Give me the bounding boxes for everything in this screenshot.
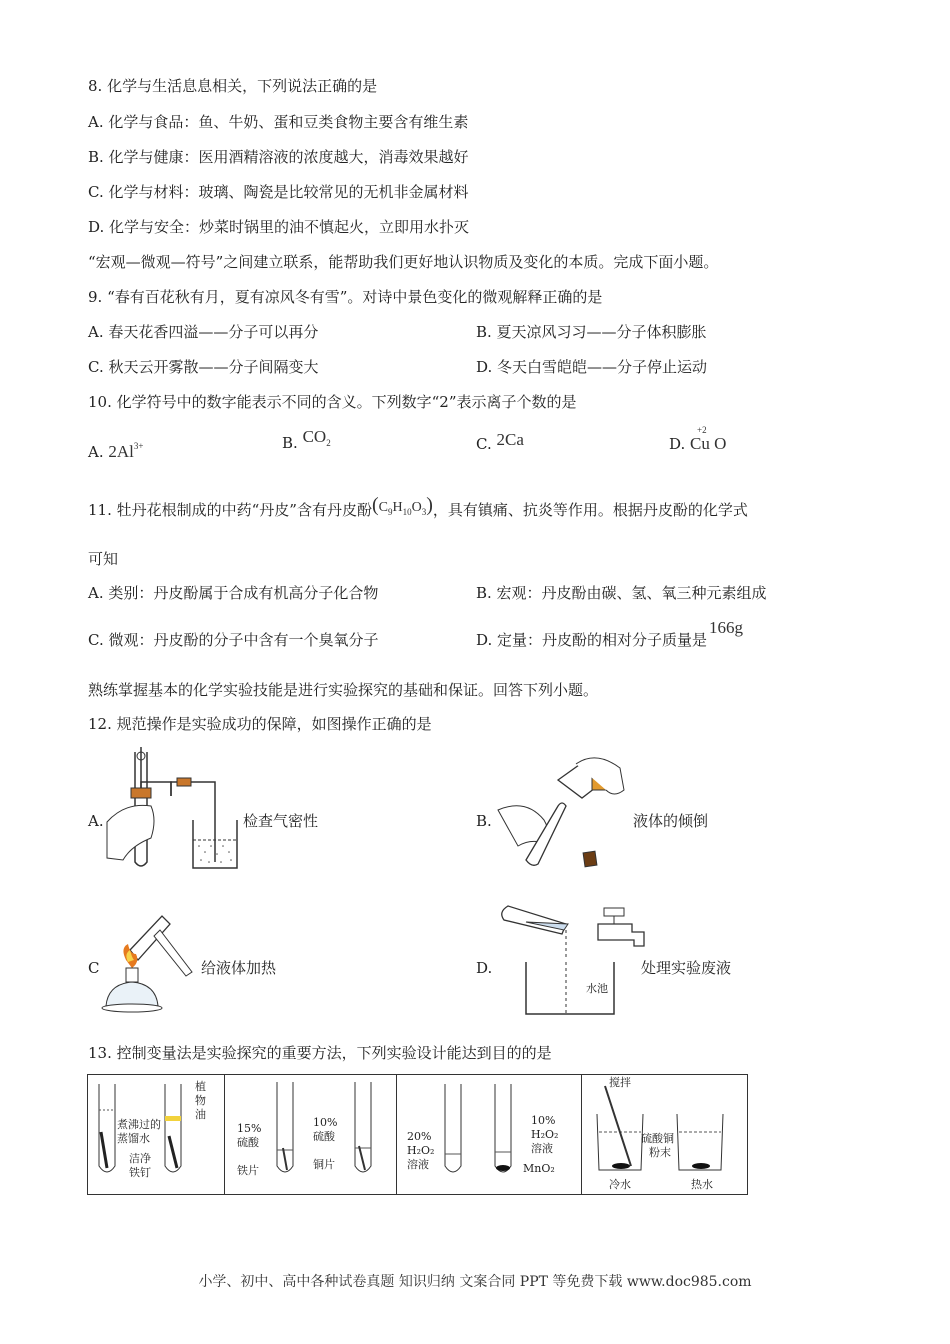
q12-option-b-label[interactable]: B. bbox=[476, 812, 492, 830]
liquid-pouring-diagram bbox=[496, 750, 631, 868]
svg-text:溶液: 溶液 bbox=[531, 1142, 553, 1155]
svg-text:煮沸过的: 煮沸过的 bbox=[117, 1118, 161, 1131]
page-footer: 小学、初中、高中各种试卷真题 知识归纳 文案合同 PPT 等免费下载 www.doc985.com bbox=[198, 1274, 752, 1290]
svg-text:硫酸: 硫酸 bbox=[313, 1130, 335, 1143]
airtightness-check-diagram bbox=[105, 742, 245, 872]
q9-option-b[interactable]: B. 夏天凉风习习——分子体积膨胀 bbox=[476, 323, 707, 341]
section-intro-2: 熟练掌握基本的化学实验技能是进行实验探究的基础和保证。回答下列小题。 bbox=[88, 681, 599, 699]
q8-option-d[interactable]: D. 化学与安全：炒菜时锅里的油不慎起火，立即用水扑灭 bbox=[88, 218, 470, 236]
q8-option-a[interactable]: A. 化学与食品：鱼、牛奶、蛋和豆类食物主要含有维生素 bbox=[88, 113, 469, 131]
q12-option-d-caption: 处理实验废液 bbox=[641, 959, 732, 977]
q10-option-d[interactable] bbox=[669, 425, 727, 454]
svg-text:油: 油 bbox=[195, 1108, 206, 1121]
q11-option-c[interactable]: C. 微观：丹皮酚的分子中含有一个臭氧分子 bbox=[88, 631, 379, 649]
svg-text:15%: 15% bbox=[237, 1122, 262, 1135]
q13-stem: 13. 控制变量法是实验探究的重要方法，下列实验设计能达到目的的是 bbox=[88, 1044, 552, 1062]
option-label: C. bbox=[476, 435, 492, 453]
q10-option-b[interactable] bbox=[282, 427, 331, 459]
option-label: B. bbox=[282, 434, 298, 452]
pool-label: 水池 bbox=[586, 982, 608, 995]
q12-option-a-label[interactable]: A. bbox=[88, 812, 104, 830]
q13-experiment-table bbox=[87, 1074, 749, 1196]
q11-stem: 11. 牡丹花根制成的中药“丹皮”含有丹皮酚$(C_9H_{10}O_3)$，具有镇痛、抗炎等作用。根据丹皮酚的化学式 bbox=[88, 494, 748, 519]
paeonol-formula: $(C_9H_{10}O_3)$ bbox=[371, 494, 433, 517]
svg-text:20%: 20% bbox=[407, 1130, 432, 1143]
q12-option-c-caption: 给液体加热 bbox=[201, 959, 277, 977]
svg-text:搅拌: 搅拌 bbox=[609, 1076, 631, 1089]
q12-option-b-caption: 液体的倾倒 bbox=[633, 812, 709, 830]
svg-text:铁钉: 铁钉 bbox=[129, 1166, 151, 1179]
svg-text:植: 植 bbox=[195, 1080, 206, 1093]
formula: 2Ca bbox=[496, 430, 524, 449]
q11-stem-line2: 可知 bbox=[88, 550, 119, 568]
formula: $2Al^{3+}$ bbox=[108, 441, 144, 461]
q9-option-c[interactable]: C. 秋天云开雾散——分子间隔变大 bbox=[88, 358, 319, 376]
svg-text:铜片: 铜片 bbox=[313, 1158, 335, 1171]
option-label: D. bbox=[669, 435, 686, 453]
q8-stem: 8. 化学与生活息息相关，下列说法正确的是 bbox=[88, 77, 378, 95]
q10-stem: 10. 化学符号中的数字能表示不同的含义。下列数字“2”表示离子个数的是 bbox=[88, 393, 577, 411]
svg-text:H₂O₂: H₂O₂ bbox=[531, 1128, 559, 1141]
q10-option-a[interactable] bbox=[88, 436, 143, 462]
q9-stem: 9. “春有百花秋有月，夏有凉风冬有雪”。对诗中景色变化的微观解释正确的是 bbox=[88, 288, 603, 306]
q8-option-c[interactable]: C. 化学与材料：玻璃、陶瓷是比较常见的无机非金属材料 bbox=[88, 183, 469, 201]
svg-text:10%: 10% bbox=[531, 1114, 556, 1127]
q12-stem: 12. 规范操作是实验成功的保障，如图操作正确的是 bbox=[88, 715, 432, 733]
q10-option-c[interactable] bbox=[476, 430, 524, 454]
q12-option-c-label[interactable]: C bbox=[88, 959, 100, 977]
q11-option-d[interactable]: D. 定量：丹皮酚的相对分子质量是166g bbox=[476, 618, 744, 649]
valence: +2 bbox=[697, 425, 707, 435]
svg-text:冷水: 冷水 bbox=[609, 1178, 631, 1191]
q8-option-b[interactable]: B. 化学与健康：医用酒精溶液的浓度越大，消毒效果越好 bbox=[88, 148, 469, 166]
formula: $CO_2$ bbox=[302, 427, 331, 448]
svg-text:硫酸铜: 硫酸铜 bbox=[641, 1132, 674, 1145]
svg-text:物: 物 bbox=[195, 1094, 206, 1107]
liquid-heating-diagram bbox=[100, 910, 200, 1015]
svg-text:溶液: 溶液 bbox=[407, 1158, 429, 1171]
section-intro-1: “宏观—微观—符号”之间建立联系，能帮助我们更好地认识物质及变化的本质。完成下面小题。 bbox=[88, 253, 719, 271]
svg-text:硫酸: 硫酸 bbox=[237, 1136, 259, 1149]
svg-text:粉末: 粉末 bbox=[649, 1146, 671, 1159]
q11-option-a[interactable]: A. 类别：丹皮酚属于合成有机高分子化合物 bbox=[88, 584, 379, 602]
formula: +2 Cu O bbox=[690, 434, 726, 453]
svg-text:蒸馏水: 蒸馏水 bbox=[117, 1132, 150, 1145]
svg-text:H₂O₂: H₂O₂ bbox=[407, 1144, 435, 1157]
q12-option-a-caption: 检查气密性 bbox=[243, 812, 319, 830]
svg-text:MnO₂: MnO₂ bbox=[523, 1162, 555, 1175]
option-label: A. bbox=[88, 443, 104, 461]
svg-text:10%: 10% bbox=[313, 1116, 338, 1129]
q9-option-a[interactable]: A. 春天花香四溢——分子可以再分 bbox=[88, 323, 319, 341]
svg-text:铁片: 铁片 bbox=[237, 1164, 259, 1177]
q9-option-d[interactable]: D. 冬天白雪皑皑——分子停止运动 bbox=[476, 358, 708, 376]
q11-option-b[interactable]: B. 宏观：丹皮酚由碳、氢、氧三种元素组成 bbox=[476, 584, 767, 602]
svg-text:洁净: 洁净 bbox=[129, 1152, 151, 1165]
svg-text:热水: 热水 bbox=[691, 1178, 713, 1191]
q12-option-d-label[interactable]: D. bbox=[476, 959, 493, 977]
